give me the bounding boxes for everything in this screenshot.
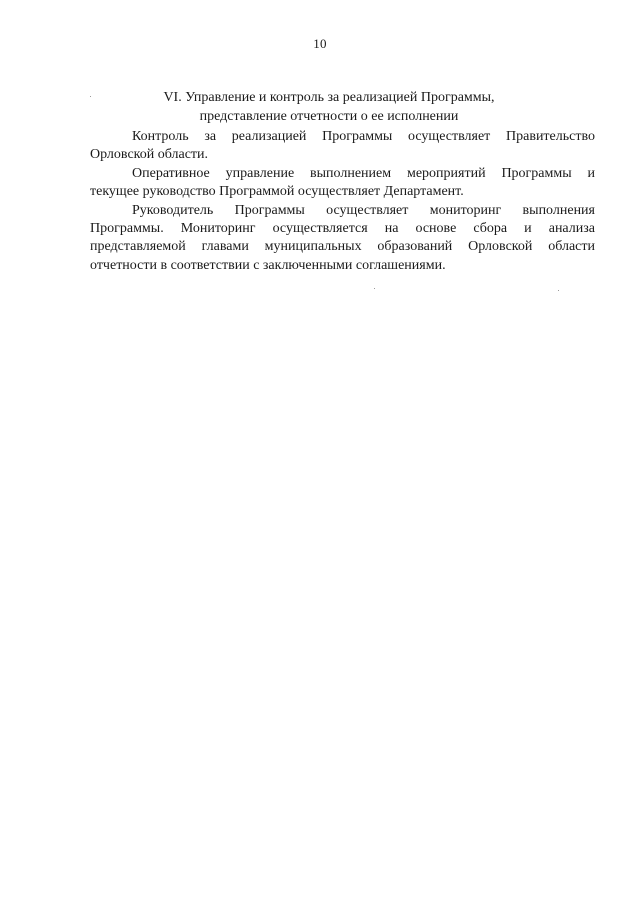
paragraph-3 xyxy=(90,202,595,276)
paragraph-line: Программы. Мониторинг осуществляется на основе сбора и анализа xyxy=(90,221,595,237)
page-number: 10 xyxy=(313,36,327,51)
paragraph-line: представляемой главами муниципальных образований Орловской области xyxy=(90,239,595,255)
scan-speck xyxy=(374,288,375,289)
paragraph-2 xyxy=(90,165,595,202)
section-title-line-1: VI. Управление и контроль за реализацией Программы, xyxy=(163,90,495,105)
paragraph-line: отчетности в соответствии с заключенными соглашениями. xyxy=(90,257,446,273)
paragraph-line: Руководитель Программы осуществляет мониторинг выполнения xyxy=(132,202,595,218)
paragraph-line: Контроль за реализацией Программы осуществляет Правительство xyxy=(132,129,595,144)
scan-speck xyxy=(558,290,559,291)
paragraph-line: Орловской области. xyxy=(90,147,209,163)
paragraph-1 xyxy=(90,128,595,165)
body-text xyxy=(90,128,595,275)
paragraph-line: текущее руководство Программой осуществляет Департамент. xyxy=(90,184,464,200)
section-title-line-2: представление отчетности о ее исполнении xyxy=(199,109,459,124)
section-title xyxy=(90,88,568,126)
scan-speck xyxy=(90,96,91,97)
paragraph-line: Оперативное управление выполнением мероприятий Программы и xyxy=(132,165,595,181)
